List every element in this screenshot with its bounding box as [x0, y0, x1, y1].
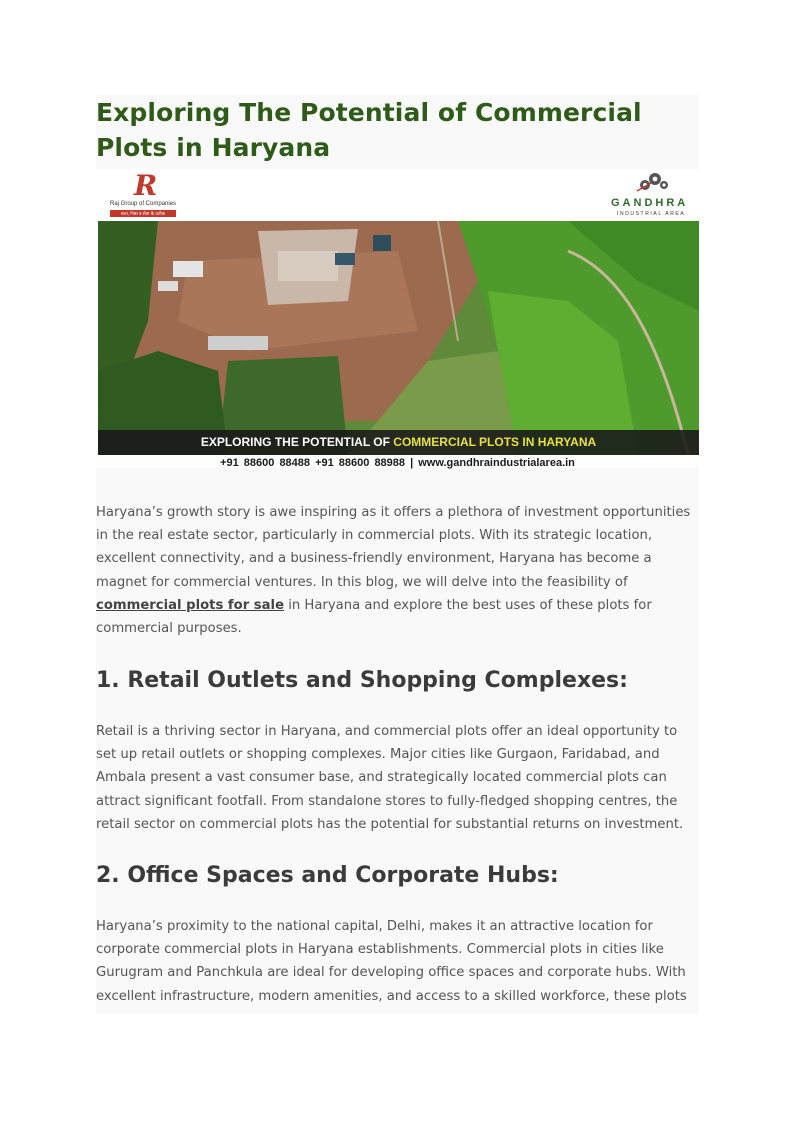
aerial-site-photo	[98, 221, 699, 455]
section-body-office: Haryana’s proximity to the national capital, Delhi, makes it an attractive location for corporate commercial plots in Haryana establishments. Commercial plots in cities like Gurugram and Panchkula are ideal for developing office spaces and corporate hubs. With excellent infrastructure, modern amenities, and access to a skilled workforce, these plots	[96, 919, 687, 1004]
intro-text-after-link: in Haryana and explore the best uses of these plots for commercial purposes.	[96, 597, 652, 637]
raj-logo-name: Raj Group of Companies	[110, 201, 177, 207]
commercial-plots-link[interactable]: commercial plots for sale	[96, 597, 285, 613]
section-body-retail: Retail is a thriving sector in Haryana, and commercial plots offer an ideal opportunity to set up retail outlets or shopping complexes. Major cities like Gurgaon, Faridabad, and Ambala present a vast consumer base, and strategically located commercial plots can attract significant footfall. From standalone stores to fully-fledged shopping centres, the retail sector on commercial plots has the potential for substantial returns on investment.	[96, 724, 684, 832]
gandhra-logo	[605, 171, 693, 219]
gears-icon	[635, 171, 669, 193]
article-content	[96, 95, 699, 1013]
banner-logo-strip	[98, 169, 699, 221]
article-title: Exploring The Potential of Commercial Plots in Haryana	[96, 98, 642, 162]
gandhra-logo-subtitle: INDUSTRIAL AREA	[617, 211, 686, 217]
banner-caption	[98, 430, 699, 455]
banner-contact-line: +91 88600 88488 +91 88600 88988 | www.gandhraindustrialarea.in	[220, 457, 575, 469]
section-heading-retail: 1. Retail Outlets and Shopping Complexes:	[96, 668, 628, 693]
raj-logo-tagline: सत्य, निष्ठा व सेवा के प्रतीक	[110, 210, 176, 217]
raj-logo-mark: R	[134, 169, 158, 202]
raj-group-logo	[110, 169, 180, 219]
featured-banner	[96, 169, 699, 468]
gandhra-logo-name: GANDHRA	[611, 197, 689, 209]
intro-text-before-link: Haryana’s growth story is awe inspiring as it offers a plethora of investment opportunities in the real estate sector, particularly in commercial plots. With its strategic location, excellent connectivity, and a business-friendly environment, Haryana has become a magnet for commercial ventures. In this blog, we will delve into the feasibility of	[96, 505, 691, 590]
section-heading-office: 2. Office Spaces and Corporate Hubs:	[96, 863, 559, 888]
banner-caption-highlight: COMMERCIAL PLOTS IN HARYANA	[393, 435, 597, 449]
banner-caption-prefix: EXPLORING THE POTENTIAL OF	[200, 435, 394, 449]
intro-paragraph	[96, 501, 699, 640]
